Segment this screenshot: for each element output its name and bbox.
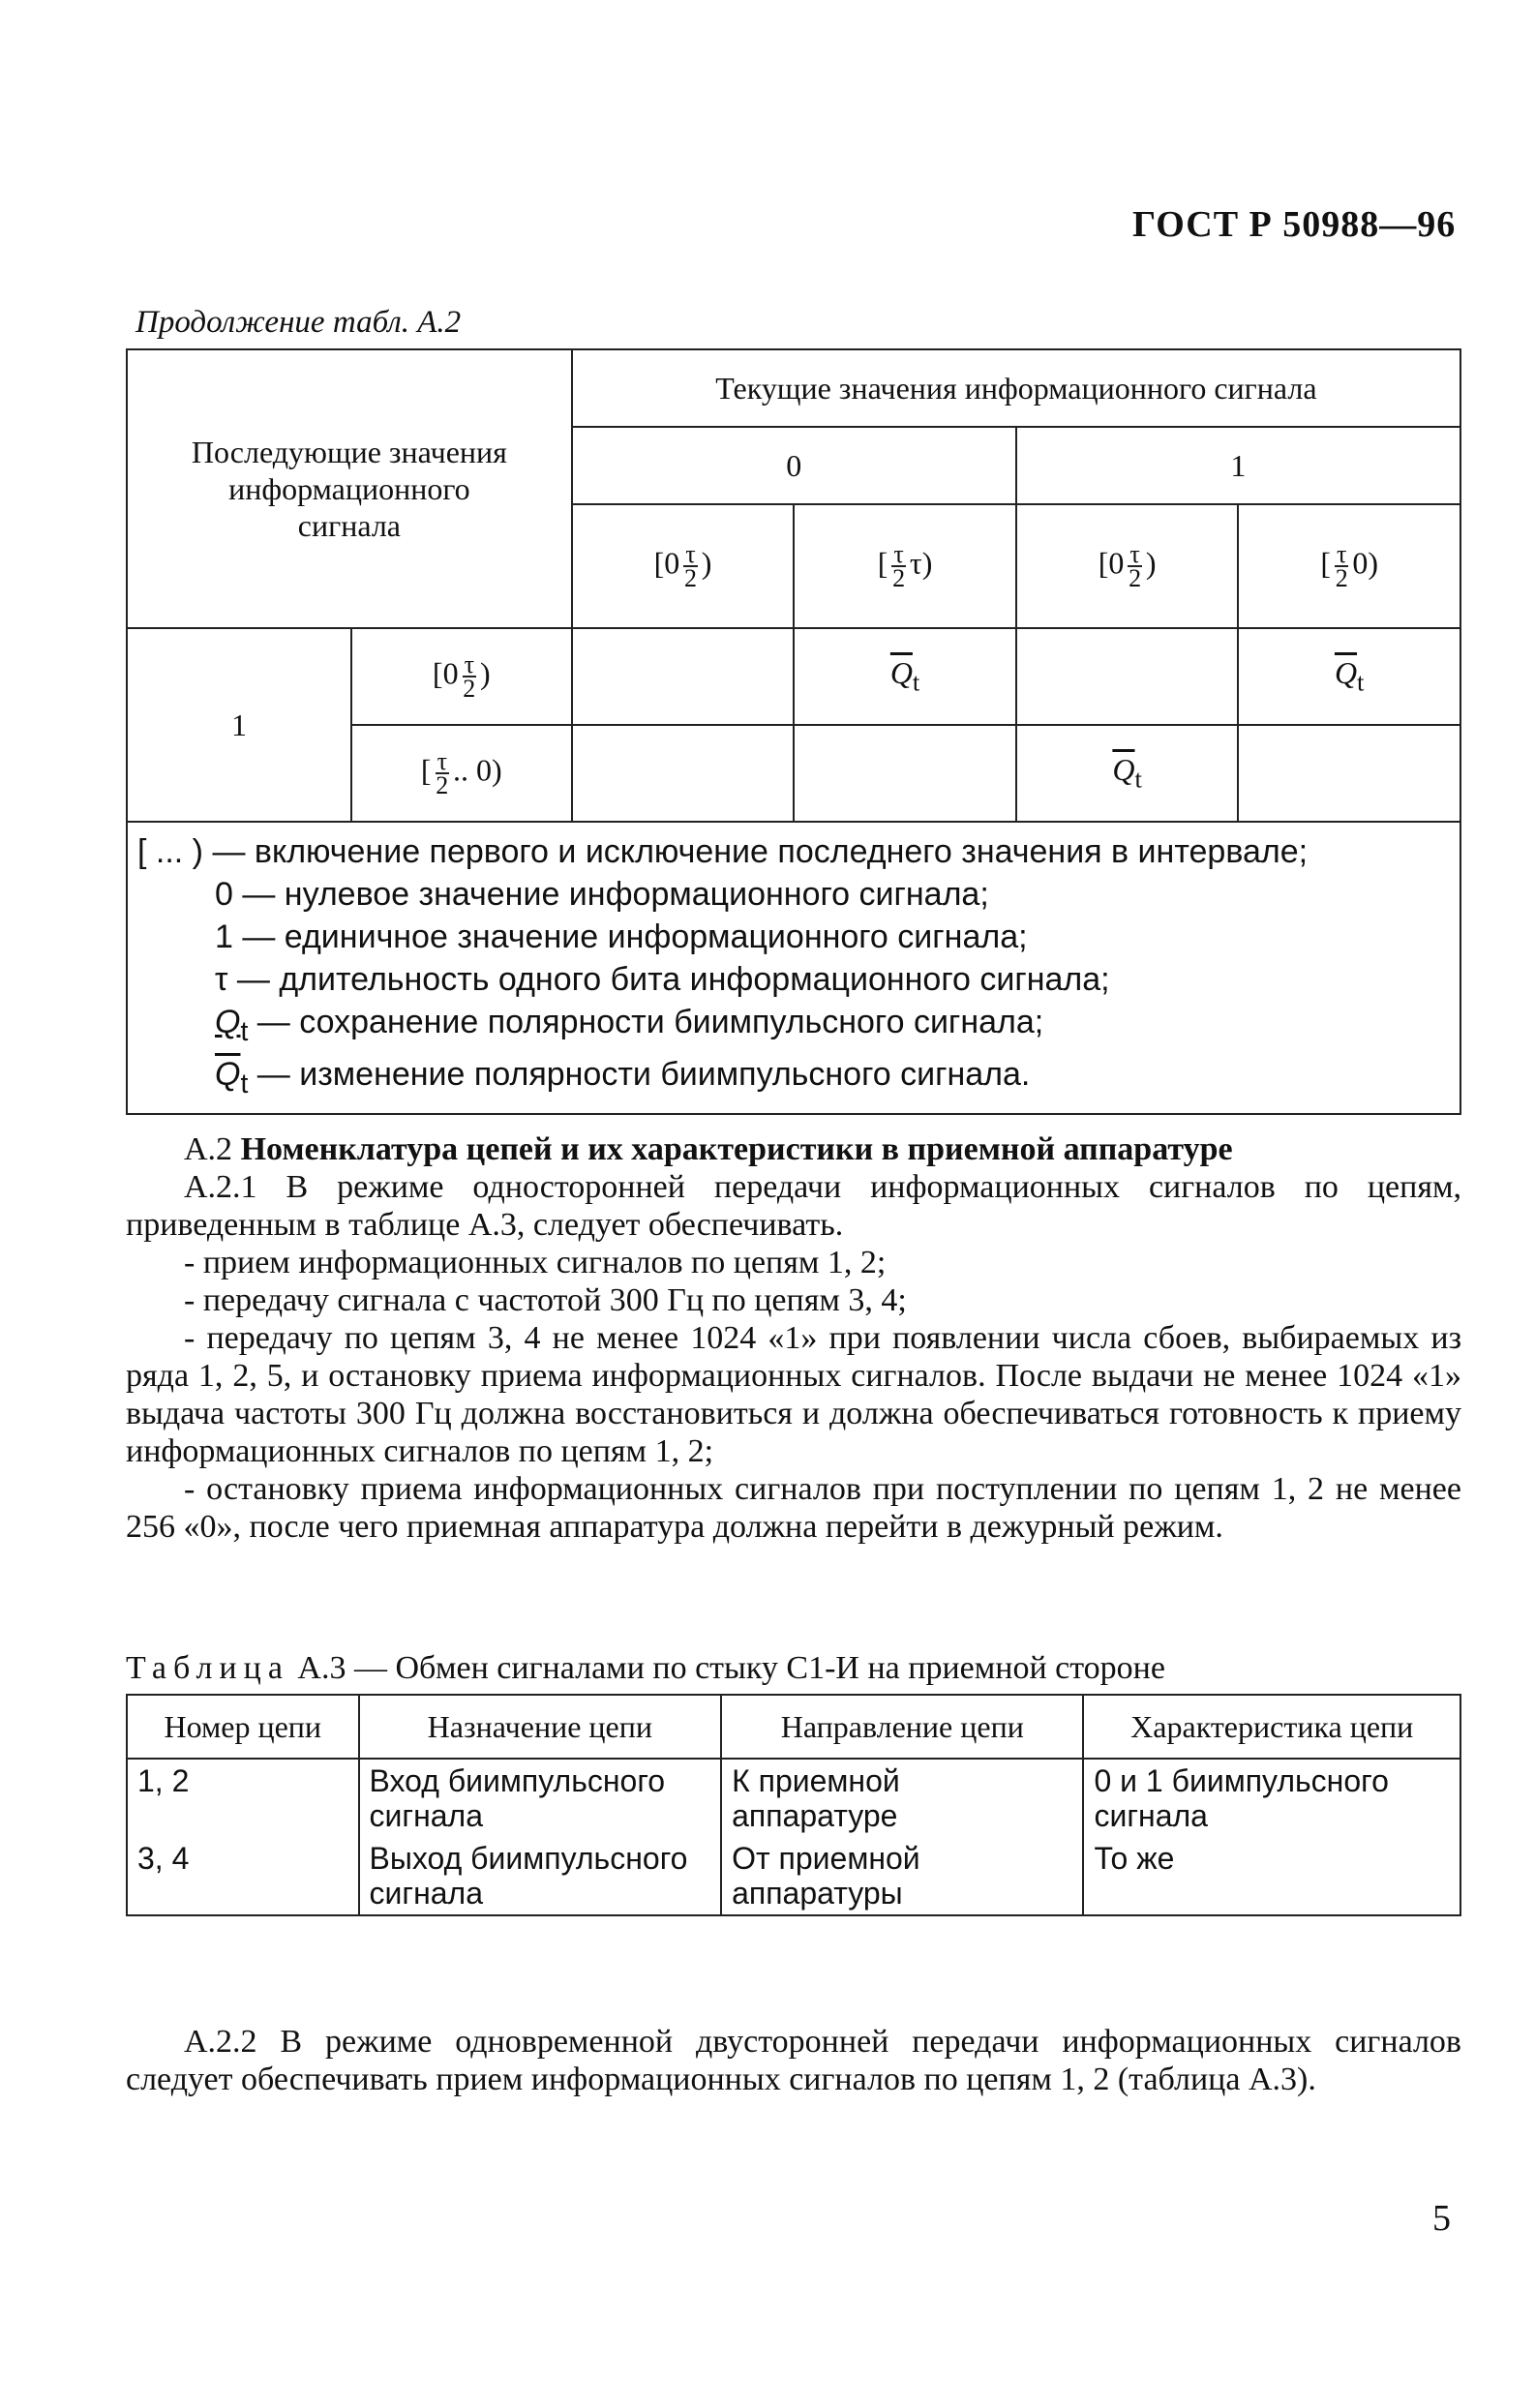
row1-interval: [0 $\frac{\tau}{2}$ ) — [351, 628, 572, 725]
section-a2 — [126, 1130, 1461, 1546]
cell-q-bar: $\overline{Q}_t$ — [794, 628, 1016, 725]
header-direction: Направление цепи — [721, 1695, 1083, 1759]
page-number: 5 — [1432, 2198, 1451, 2239]
table-a2 — [126, 348, 1461, 1115]
legend-q-change: $\overline{Q}_t$ — изменение полярности биимпульсного сигнала. — [215, 1055, 1031, 1099]
cell-empty — [572, 725, 795, 822]
list-item: - прием информационных сигналов по цепям 1, 2; — [184, 1245, 887, 1280]
col-header-label: Текущие значения информационного сигнала — [715, 370, 1317, 406]
group-0-header: 0 — [572, 427, 1016, 504]
row-header-label: Последующие значения информационного сигнала — [191, 435, 507, 543]
table-a3-caption: Таблица А.3 — Обмен сигналами по стыку С1-И на приемной стороне — [126, 1650, 1165, 1686]
sub-interval-4: [ $\frac{\tau}{2}$ 0) — [1238, 504, 1460, 628]
list-item: - передачу по цепям 3, 4 не менее 1024 «1» при появлении числа сбоев, выбираемых из ряда 1, 2, 5, и остановку приема информационных сигналов. После выдачи не менее 1024 «1» выдача частоты 300 Гц должна восстановиться и должна обеспечиваться готовность к приему информационных сигналов по цепям 1, 2; — [126, 1320, 1461, 1469]
sub-interval-2: [ $\frac{\tau}{2}$ τ) — [794, 504, 1016, 628]
list-item: - передачу сигнала с частотой 300 Гц по цепям 3, 4; — [184, 1282, 907, 1318]
table-row: 3, 4 Выход биимпульсного сигнала От приемной аппаратуры То же — [127, 1837, 1460, 1915]
legend-tau: τ — длительность одного бита информационного сигнала; — [215, 961, 1110, 998]
table-row: 1, 2 Вход биимпульсного сигнала К приемной аппаратуре 0 и 1 биимпульсного сигнала — [127, 1759, 1460, 1837]
header-number: Номер цепи — [127, 1695, 359, 1759]
document-header: ГОСТ Р 50988—96 — [1132, 204, 1457, 245]
sub-interval-3: [0 $\frac{\tau}{2}$ ) — [1016, 504, 1239, 628]
cell-empty — [1238, 725, 1460, 822]
paragraph-a21: А.2.1 В режиме односторонней передачи информационных сигналов по цепям, приведенным в таблице А.3, следует обеспечивать. — [126, 1169, 1461, 1243]
legend-one: 1 — единичное значение информационного сигнала; — [215, 918, 1028, 955]
list-item: - остановку приема информационных сигналов при поступлении по цепям 1, 2 не менее 256 «0», после чего приемная аппаратура должна перейти в дежурный режим. — [126, 1471, 1461, 1545]
group-1-header: 1 — [1016, 427, 1460, 504]
sub-interval-1: [0 $\frac{\tau}{2}$ ) — [572, 504, 795, 628]
legend-zero: 0 — нулевое значение информационного сигнала; — [215, 876, 989, 913]
legend-interval: [ ... ) — включение первого и исключение последнего значения в интервале; — [137, 833, 1309, 870]
header-characteristic: Характеристика цепи — [1083, 1695, 1460, 1759]
cell-q-bar: $\overline{Q}_t$ — [1016, 725, 1239, 822]
cell-empty — [1016, 628, 1239, 725]
table-a2-legend — [127, 822, 1460, 1114]
row-header-cell — [127, 349, 572, 628]
row-value-1: 1 — [127, 628, 351, 822]
cell-q-bar: $\overline{Q}_t$ — [1238, 628, 1460, 725]
section-title: А.2 Номенклатура цепей и их характеристики в приемной аппаратуре — [184, 1131, 1233, 1167]
legend-q-keep: $Q_t$ — сохранение полярности биимпульсного сигнала; — [215, 1004, 1044, 1047]
col-header-cell — [572, 349, 1460, 427]
paragraph-a22-block — [126, 2023, 1461, 2098]
cell-empty — [572, 628, 795, 725]
row2-interval: [ $\frac{\tau}{2}$ .. 0) — [351, 725, 572, 822]
table-a3 — [126, 1694, 1461, 1916]
cell-empty — [794, 725, 1016, 822]
table-a2-caption: Продолжение табл. А.2 — [135, 305, 462, 340]
paragraph-a22: А.2.2 В режиме одновременной двусторонней передачи информационных сигналов следует обеспечивать прием информационных сигналов по цепям 1, 2 (таблица А.3). — [126, 2024, 1461, 2097]
header-purpose: Назначение цепи — [359, 1695, 722, 1759]
